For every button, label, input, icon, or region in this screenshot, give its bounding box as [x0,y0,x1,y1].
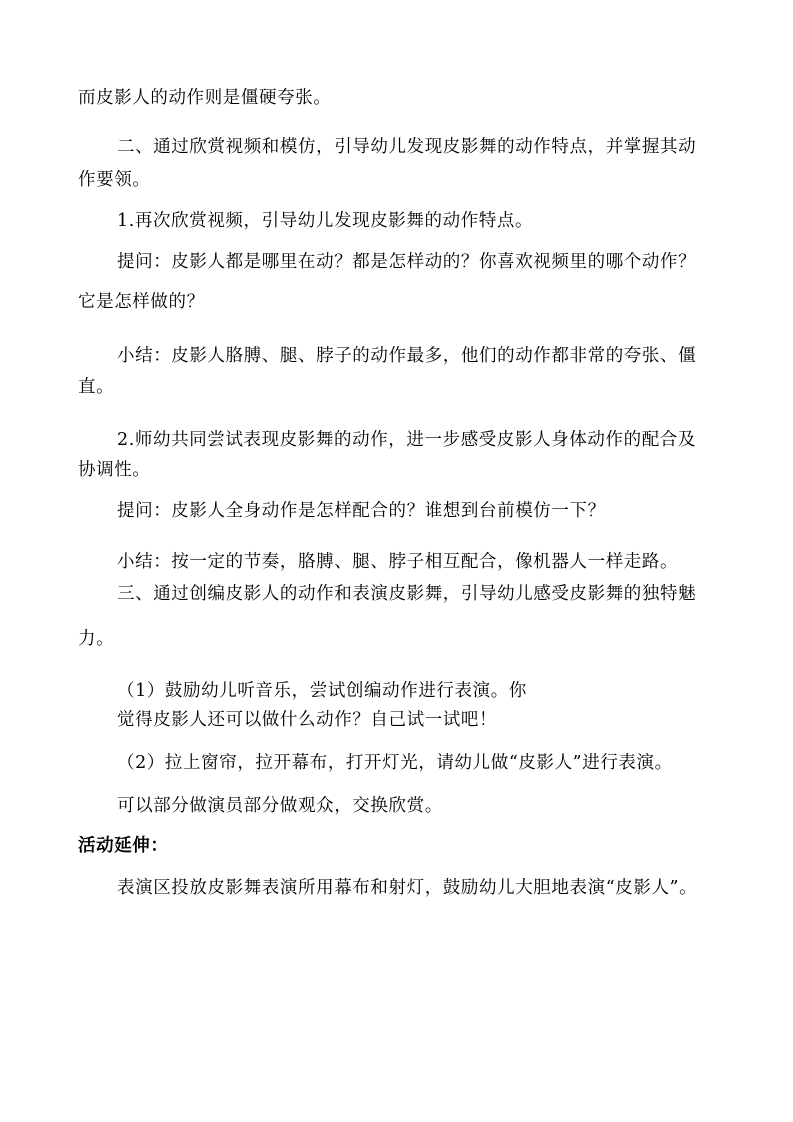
paragraph-line: 可以部分做演员部分做观众，交换欣赏。 [117,796,443,816]
extension-heading: 活动延伸： [78,836,169,856]
paragraph-line: 作要领。 [78,170,151,190]
paragraph-line: 而皮影人的动作则是僵硬夸张。 [78,88,332,108]
paragraph-line: 力。 [78,629,115,649]
list-item-two: （2）拉上窗帘，拉开幕布，打开灯光，请幼儿做“皮影人”进行表演。 [117,753,673,773]
summary-line: 小结：按一定的节奏，胳膊、腿、脖子相互配合，像机器人一样走路。 [117,552,679,572]
paragraph-line: 觉得皮影人还可以做什么动作？自己试一试吧！ [117,710,498,730]
section-heading-three: 三、通过创编皮影人的动作和表演皮影舞，引导幼儿感受皮影舞的独特魅 [117,584,697,604]
paragraph-line: 直。 [78,377,115,397]
extension-text: 表演区投放皮影舞表演所用幕布和射灯，鼓励幼儿大胆地表演“皮影人”。 [117,878,698,898]
step-two-line: 2.师幼共同尝试表现皮影舞的动作，进一步感受皮影人身体动作的配合及 [117,430,696,450]
paragraph-line: 协调性。 [78,460,151,480]
step-one-line: 1.再次欣赏视频，引导幼儿发现皮影舞的动作特点。 [117,211,534,231]
question-line: 提问：皮影人都是哪里在动？都是怎样动的？你喜欢视频里的哪个动作？ [117,252,697,272]
paragraph-line: 它是怎样做的？ [78,292,205,312]
list-item-one: （1）鼓励幼儿听音乐，尝试创编动作进行表演。你 [117,681,527,701]
question-line: 提问：皮影人全身动作是怎样配合的？谁想到台前模仿一下？ [117,501,606,521]
summary-line: 小结：皮影人胳膊、腿、脖子的动作最多，他们的动作都非常的夸张、僵 [117,346,697,366]
section-heading-two: 二、通过欣赏视频和模仿，引导幼儿发现皮影舞的动作特点，并掌握其动 [117,137,697,157]
